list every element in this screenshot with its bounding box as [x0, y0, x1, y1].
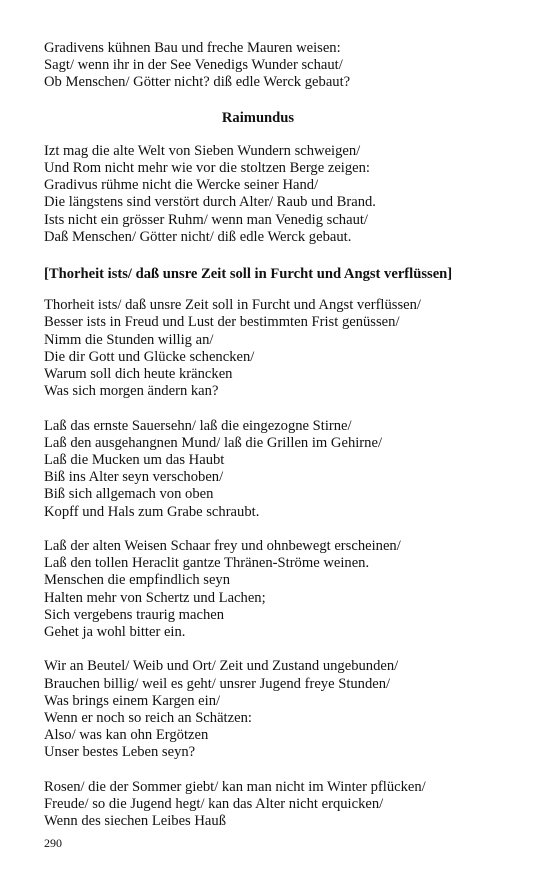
stanza-gap [44, 762, 514, 779]
verse-line: Brauchen billig/ weil es geht/ unsrer Jugend freye Stunden/ [44, 675, 391, 692]
verse-line: Menschen die empfindlich seyn [44, 572, 231, 589]
verse-line: Freude/ so die Jugend hegt/ kan das Alter nicht erquicken/ [44, 796, 384, 813]
verse-line: Laß den tollen Heraclit gantze Thränen-Ströme weinen. [44, 555, 370, 572]
verse-line: Gehet ja wohl bitter ein. [44, 624, 186, 641]
verse-line: Laß die Mucken um das Haubt [44, 452, 225, 469]
verse-line: Nimm die Stunden willig an/ [44, 331, 214, 348]
stanza-gap [44, 521, 514, 538]
verse-line: Daß Menschen/ Götter nicht/ diß edle Werck gebaut. [44, 228, 352, 245]
page-number: 290 [44, 836, 62, 850]
verse-line: Besser ists in Freud und Lust der bestimmten Frist genüssen/ [44, 314, 400, 331]
verse-line: Wenn des siechen Leibes Hauß [44, 813, 226, 830]
verse-line: Izt mag die alte Welt von Sieben Wundern schweigen/ [44, 142, 361, 159]
verse-line: Die dir Gott und Glücke schencken/ [44, 348, 255, 365]
verse-line: Sich vergebens traurig machen [44, 606, 225, 623]
stanza-4 [44, 658, 514, 761]
verse-line: Ob Menschen/ Götter nicht? diß edle Werck gebaut? [44, 74, 351, 91]
verse-line: Also/ was kan ohn Ergötzen [44, 727, 209, 744]
verse-line: Die längstens sind verstört durch Alter/ Raub und Brand. [44, 194, 376, 211]
speaker-heading: Raimundus [221, 109, 295, 126]
verse-line: Wir an Beutel/ Weib und Ort/ Zeit und Zustand ungebunden/ [44, 658, 399, 675]
document-page [44, 40, 514, 830]
verse-line: Unser bestes Leben seyn? [44, 744, 196, 761]
verse-line: Thorheit ists/ daß unsre Zeit soll in Furcht und Angst verflüssen/ [44, 297, 421, 314]
stanza-3 [44, 538, 514, 641]
stanza-2 [44, 418, 514, 521]
verse-line: Rosen/ die der Sommer giebt/ kan man nicht im Winter pflücken/ [44, 778, 426, 795]
verse-line: Halten mehr von Schertz und Lachen; [44, 589, 266, 606]
verse-line: Warum soll dich heute kräncken [44, 366, 233, 383]
verse-line: Kopff und Hals zum Grabe schraubt. [44, 503, 260, 520]
verse-line: Ists nicht ein grösser Ruhm/ wenn man Venedig schaut/ [44, 211, 368, 228]
verse-line: Und Rom nicht mehr wie vor die stoltzen Berge zeigen: [44, 160, 370, 177]
stanza-5 [44, 779, 514, 831]
verse-line: Laß das ernste Sauersehn/ laß die eingezogne Stirne/ [44, 417, 352, 434]
verse-line: Biß ins Alter seyn verschoben/ [44, 469, 224, 486]
raimundus-verse [44, 143, 514, 246]
verse-line: Gradivus rühme nicht die Wercke seiner Hand/ [44, 177, 319, 194]
stanza-1 [44, 297, 514, 400]
verse-line: Was brings einem Kargen ein/ [44, 692, 221, 709]
verse-line: Laß den ausgehangnen Mund/ laß die Grillen im Gehirne/ [44, 434, 382, 451]
verse-line: Gradivens kühnen Bau und freche Mauren weisen: [44, 40, 341, 56]
stanza-gap [44, 641, 514, 658]
verse-line: Biß sich allgemach von oben [44, 486, 214, 503]
poem-title: [Thorheit ists/ daß unsre Zeit soll in Furcht und Angst verflüssen] [44, 266, 453, 283]
closing-lines-previous-poem [44, 40, 514, 92]
verse-line: Sagt/ wenn ihr in der See Venedigs Wunder schaut/ [44, 57, 343, 74]
verse-line: Laß der alten Weisen Schaar frey und ohnbewegt erscheinen/ [44, 538, 401, 555]
verse-line: Wenn er noch so reich an Schätzen: [44, 710, 252, 727]
stanza-gap [44, 400, 514, 417]
verse-line: Was sich morgen ändern kan? [44, 383, 219, 400]
